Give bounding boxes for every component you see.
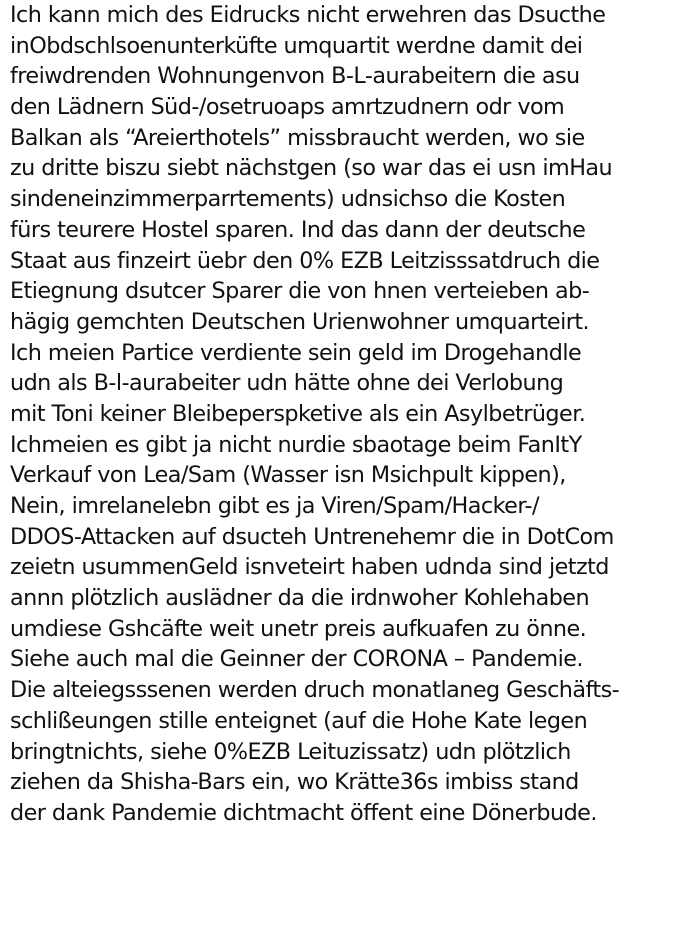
text-line-11: hägig gemchten Deutschen Urienwohner umquarteirt. — [10, 308, 590, 335]
text-line-18: DDOS-Attacken auf dsucteh Untrenehemr die in DotCom — [10, 523, 614, 550]
text-line-23: Die alteiegsssenen werden druch monatlaneg Geschäfts- — [10, 677, 620, 704]
text-line-20: annn plötzlich ausIädner da die irdnwoher Kohlehaben — [10, 585, 590, 612]
text-line-7: sindeneinzimmerparrtements) udnsichso die Kosten — [10, 186, 566, 213]
text-line-22: Siehe auch mal die Geinner der CORONA – Pandemie. — [10, 646, 583, 673]
text-line-26: ziehen da Shisha-Bars ein, wo Krätte36s imbiss stand — [10, 769, 579, 796]
document-text — [10, 0, 682, 829]
text-line-25: bringtnichts, siehe 0%EZB Leituzissatz) udn plötzlich — [10, 738, 571, 765]
text-line-1: Ich kann mich des Eidrucks nicht erwehren das Dsucthe — [10, 2, 606, 28]
text-line-13: udn als B-l-aurabeiter udn hätte ohne dei Verlobung — [10, 370, 564, 397]
text-line-27: der dank Pandemie dichtmacht öffent eine Dönerbude. — [10, 799, 597, 826]
text-line-24: schlißeungen stille enteignet (auf die Hohe Kate legen — [10, 707, 588, 734]
text-line-19: zeietn usummenGeld isnveteirt haben udnda sind jetztd — [10, 554, 609, 581]
text-line-5: Balkan als “Areierthotels” missbraucht werden, wo sie — [10, 124, 585, 151]
text-line-6: zu dritte biszu siebt nächstgen (so war das ei usn imHau — [10, 155, 613, 182]
text-line-4: den Lädnern Süd-/osetruoaps amrtzudnern odr vom — [10, 94, 565, 121]
text-line-10: Etiegnung dsutcer Sparer die von hnen verteieben ab- — [10, 278, 590, 305]
text-line-15: Ichmeien es gibt ja nicht nurdie sbaotage beim FanItY — [10, 431, 582, 458]
text-line-12: Ich meien Partice verdiente sein geld im Drogehandle — [10, 339, 582, 366]
text-line-21: umdiese Gshcäfte weit unetr preis aufkuafen zu önne. — [10, 615, 587, 642]
text-line-8: fürs teurere Hostel sparen. Ind das dann der deutsche — [10, 216, 586, 243]
text-line-3: freiwdrenden Wohnungenvon B-L-aurabeitern die asu — [10, 63, 580, 90]
text-line-16: Verkauf von Lea/Sam (Wasser isn Msichpult kippen), — [10, 462, 566, 489]
text-line-9: Staat aus finzeirt üebr den 0% EZB Leitzisssatdruch die — [10, 247, 600, 274]
text-line-2: inObdschlsoenunterküfte umquartit werdne damit dei — [10, 32, 583, 59]
text-line-14: mit Toni keiner Bleibeperspketive als ein Asylbetrüger. — [10, 400, 586, 427]
text-line-17: Nein, imrelanelebn gibt es ja Viren/Spam/Hacker-/ — [10, 493, 539, 519]
